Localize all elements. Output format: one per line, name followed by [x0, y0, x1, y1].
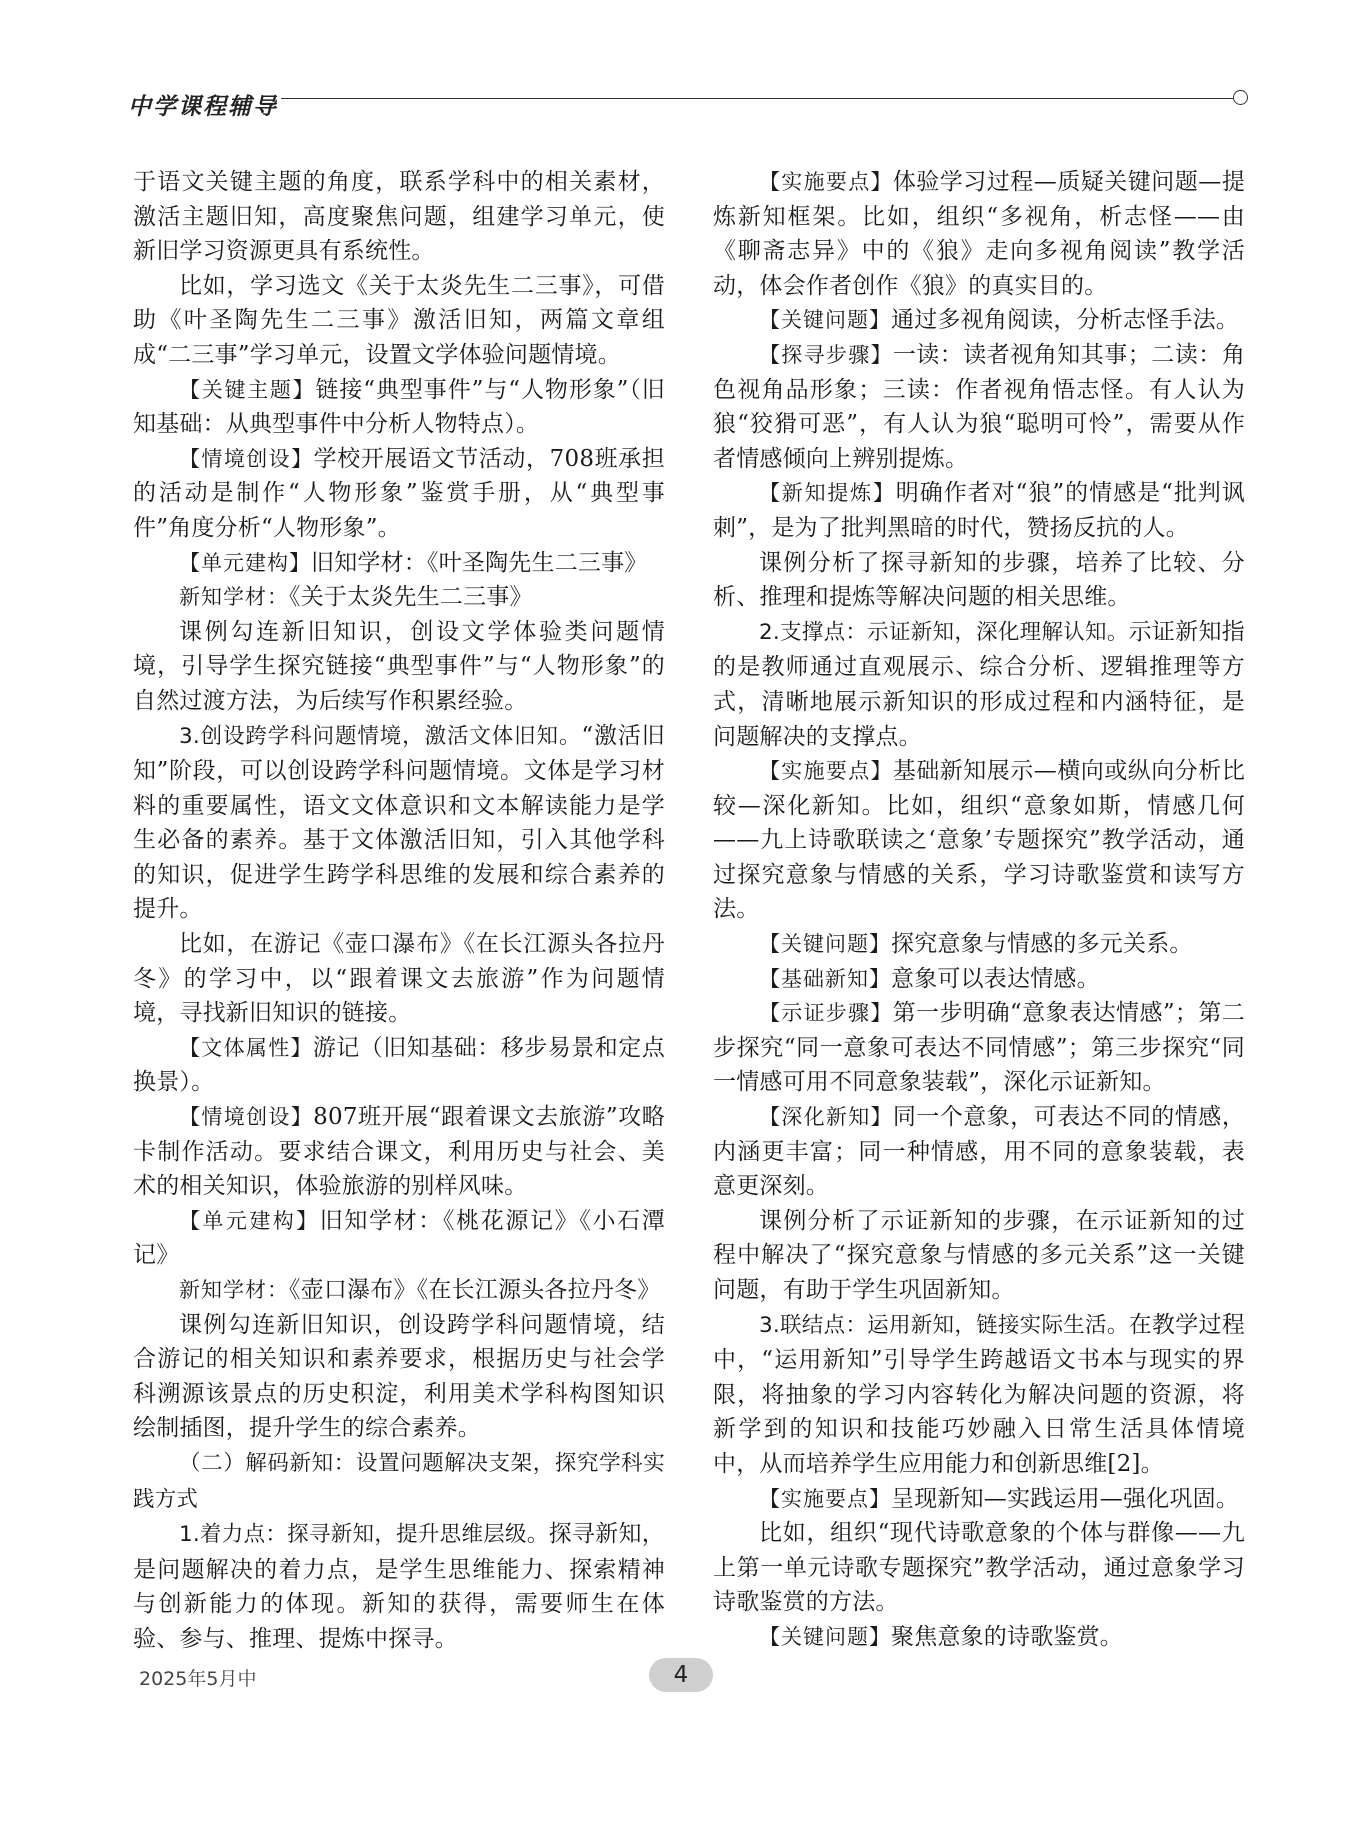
- paragraph: [713, 962, 1245, 997]
- paragraph-text: 通过多视角阅读，分析志怪手法。: [891, 307, 1239, 334]
- paragraph-text: 比如，组织“现代诗歌意象的个体与群像——九上第一单元诗歌专题探究”教学活动，通过意象学习诗歌鉴赏的方法。: [713, 1520, 1245, 1616]
- bracket-label: 【实施要点】: [759, 759, 893, 784]
- bracket-label: 【关键问题】: [759, 308, 891, 333]
- bracket-label: 【单元建构】: [179, 550, 311, 575]
- left-column: [133, 165, 665, 1657]
- paragraph: [133, 1308, 665, 1446]
- paragraph-text: 同一个意象，可表达不同的情感，内涵更丰富；同一种情感，用不同的意象装载，表意更深刻。: [713, 1104, 1246, 1200]
- paragraph-text: 基础新知展示—横向或纵向分析比较—深化新知。比如，组织“意象如斯，情感几何——九上诗歌联读之‘意象’专题探究”教学活动，通过探究意象与情感的关系，学习诗歌鉴赏和读写方法。: [713, 758, 1246, 923]
- paragraph-text: 呈现新知—实践运用—强化巩固。: [891, 1485, 1239, 1512]
- page-number-badge: 4: [649, 1658, 713, 1692]
- paragraph: [133, 1100, 665, 1204]
- paragraph: [133, 719, 665, 928]
- paragraph-text: 课例勾连新旧知识，创设跨学科问题情境，结合游记的相关知识和素养要求，根据历史与社会学科溯源该景点的历史积淀，利用美术学科构图知识绘制插图，提升学生的综合素养。: [133, 1311, 665, 1442]
- paragraph-text: 学校开展语文节活动，708班承担的活动是制作“人物形象”鉴赏手册，从“典型事件”角度分析“人物形象”。: [133, 445, 665, 541]
- paragraph: [713, 1516, 1245, 1620]
- header-circle-ornament: [1233, 90, 1248, 105]
- bracket-label: 【关键问题】: [759, 1624, 891, 1649]
- bracket-label: 【实施要点】: [759, 170, 893, 194]
- paragraph: [133, 373, 665, 442]
- paragraph-text: 比如，在游记《壶口瀑布》《在长江源头各拉丹冬》的学习中，以“跟着课文去旅游”作为问题情境，寻找新旧知识的链接。: [133, 931, 665, 1027]
- bracket-label: 【关键问题】: [759, 932, 891, 957]
- bracket-label: 【文体属性】: [179, 1035, 313, 1060]
- paragraph: [133, 1517, 665, 1656]
- paragraph-text: 链接“典型事件”与“人物形象”（旧知基础：从典型事件中分析人物特点）。: [133, 376, 666, 438]
- paragraph-text: 探究意象与情感的多元关系。: [891, 931, 1193, 958]
- bracket-label: 【基础新知】: [759, 966, 891, 991]
- paragraph: [133, 546, 665, 581]
- paragraph-text: 明确作者对“狼”的情感是“批判讽刺”，是为了批判黑暗的时代，赞扬反抗的人。: [713, 480, 1245, 541]
- paragraph: [133, 442, 665, 546]
- bracket-label: 【单元建构】: [179, 1208, 320, 1233]
- header-rule: [281, 98, 1234, 99]
- paragraph: [713, 996, 1245, 1100]
- bracket-label: 【实施要点】: [759, 1486, 891, 1511]
- paragraph: [713, 1100, 1245, 1204]
- paragraph-text: 第一步明确“意象表达情感”；第二步探究“同一意象可表达不同情感”；第三步探究“同一情感可用不同意象装载”，深化示证新知。: [713, 1000, 1246, 1096]
- bracket-label: 【深化新知】: [759, 1105, 893, 1130]
- paragraph: [133, 1446, 665, 1517]
- bracket-label: 【探寻步骤】: [759, 342, 893, 367]
- section-heading: 3.创设跨学科问题情境，激活文体旧知。: [179, 723, 582, 749]
- bracket-label: 【示证步骤】: [759, 1001, 893, 1026]
- right-column: [713, 165, 1245, 1655]
- paragraph-text: 在教学过程中，“运用新知”引导学生跨越语文书本与现实的界限，将抽象的学习内容转化为解决问题的资源，将新学到的知识和技能巧妙融入日常生活具体情境中，从而培养学生应用能力和创新思维[2]。: [713, 1311, 1245, 1477]
- section-heading: （二）解码新知：设置问题解决支架，探究学科实践方式: [133, 1450, 665, 1512]
- paragraph-text: 意象可以表达情感。: [891, 965, 1100, 992]
- paragraph-text: 一读：读者视角知其事；二读：角色视角品形象；三读：作者视角悟志怪。有人认为狼“狡猾可恶”，有人认为狼“聪明可怜”，需要从作者情感倾向上辨别提炼。: [713, 341, 1246, 472]
- paragraph: [133, 615, 665, 719]
- paragraph: [713, 303, 1245, 338]
- paragraph: [713, 615, 1245, 754]
- paragraph-text: 课例分析了探寻新知的步骤，培养了比较、分析、推理和提炼等解决问题的相关思维。: [713, 549, 1245, 611]
- paragraph: [713, 1482, 1245, 1517]
- paragraph: [133, 1031, 665, 1100]
- paragraph: [713, 1204, 1245, 1308]
- paragraph-text: 《关于太炎先生二三事》: [289, 584, 533, 611]
- page-header: [128, 82, 1248, 122]
- bracket-label: 【情境创设】: [179, 1105, 314, 1130]
- paragraph: [133, 580, 665, 615]
- paragraph-text: 旧知学材：《叶圣陶先生二三事》: [311, 549, 648, 576]
- section-heading: 2.支撑点：示证新知，深化理解认知。: [759, 619, 1129, 645]
- paragraph-text: 体验学习过程—质疑关键问题—提炼新知框架。比如，组织“多视角，析志怪——由《聊斋志异》中的《狼》走向多视角阅读”教学活动，体会作者创作《狼》的真实目的。: [713, 169, 1246, 299]
- paragraph-text: 807班开展“跟着课文去旅游”攻略卡制作活动。要求结合课文，利用历史与社会、美术的相关知识，体验旅游的别样风味。: [133, 1104, 665, 1200]
- paragraph: [713, 754, 1245, 927]
- paragraph-text: 比如，学习选文《关于太炎先生二三事》，可借助《叶圣陶先生二三事》激活旧知，两篇文章组成“二三事”学习单元，设置文学体验问题情境。: [133, 272, 665, 368]
- bracket-label: 【情境创设】: [179, 446, 314, 471]
- paragraph: [133, 269, 665, 373]
- paragraph-text: 《壶口瀑布》《在长江源头各拉丹冬》: [289, 1277, 661, 1303]
- paragraph: [713, 1308, 1245, 1482]
- paragraph: [713, 927, 1245, 962]
- section-heading: 3.联结点：运用新知，链接实际生活。: [759, 1312, 1129, 1338]
- journal-title: 中学课程辅导: [128, 94, 278, 120]
- paragraph: [713, 1620, 1245, 1655]
- paragraph-text: 于语文关键主题的角度，联系学科中的相关素材，激活主题旧知，高度聚焦问题，组建学习单元，使新旧学习资源更具有系统性。: [133, 169, 665, 265]
- paragraph-text: 课例勾连新旧知识，创设文学体验类问题情境，引导学生探究链接“典型事件”与“人物形象”的自然过渡方法，为后续写作积累经验。: [133, 618, 665, 714]
- paragraph: [713, 476, 1245, 545]
- paragraph: [133, 1273, 665, 1308]
- paragraph-text: “激活旧知”阶段，可以创设跨学科问题情境。文体是学习材料的重要属性，语文文体意识和文本解读能力是学生必备的素养。基于文体激活旧知，引入其他学科的知识，促进学生跨学科思维的发展和综合素养的提升。: [133, 722, 665, 923]
- section-heading: 1.着力点：探寻新知，提升思维层级。: [179, 1522, 549, 1548]
- paragraph: [713, 338, 1245, 476]
- paragraph-text: 探寻新知，是问题解决的着力点，是学生思维能力、探索精神与创新能力的体现。新知的获得，需要师生在体验、参与、推理、提炼中探寻。: [133, 1521, 665, 1652]
- paragraph: [133, 165, 665, 269]
- paragraph: [713, 165, 1245, 303]
- paragraph: [133, 927, 665, 1031]
- paragraph-text: 旧知学材：《桃花源记》《小石潭记》: [133, 1207, 666, 1269]
- paragraph-text: 课例分析了示证新知的步骤，在示证新知的过程中解决了“探究意象与情感的多元关系”这一关键问题，有助于学生巩固新知。: [713, 1207, 1245, 1303]
- bracket-label: 新知学材：: [179, 1278, 289, 1302]
- paragraph-text: 聚焦意象的诗歌鉴赏。: [891, 1623, 1123, 1650]
- bracket-label: 【新知提炼】: [759, 481, 896, 506]
- issue-date: 2025年5月中: [139, 1668, 257, 1690]
- bracket-label: 【关键主题】: [179, 377, 316, 402]
- paragraph: [713, 546, 1245, 615]
- bracket-label: 新知学材：: [179, 585, 289, 610]
- paragraph-text: 游记（旧知基础：移步易景和定点换景）。: [133, 1034, 666, 1096]
- paragraph-text: 示证新知指的是教师通过直观展示、综合分析、逻辑推理等方式，清晰地展示新知识的形成过程和内涵特征，是问题解决的支撑点。: [713, 618, 1245, 750]
- paragraph: [133, 1204, 665, 1273]
